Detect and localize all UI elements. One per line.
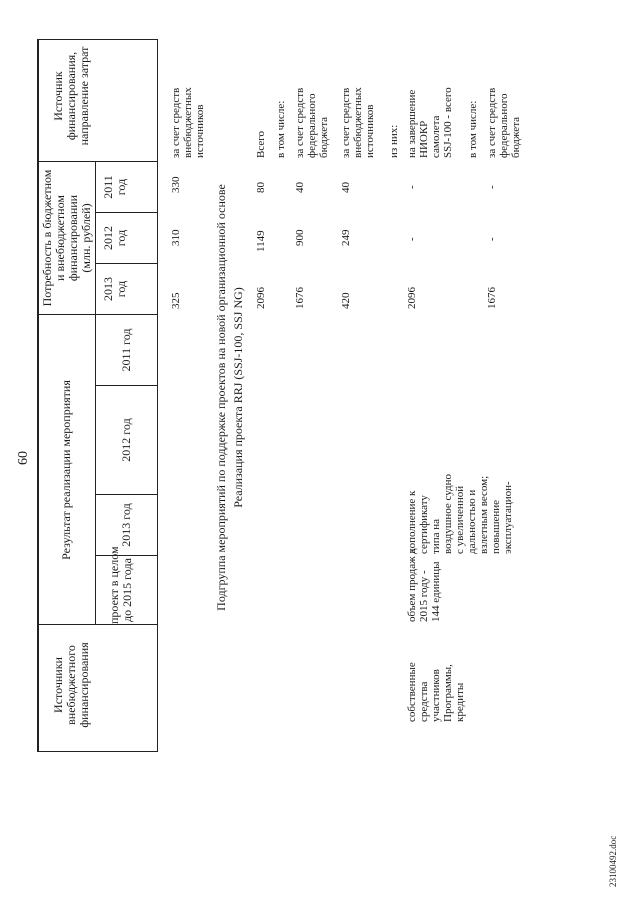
row-offbudget-2012: 310 xyxy=(170,229,182,246)
header-res-total: проект в целом до 2015 года xyxy=(107,546,134,624)
page-number: 60 xyxy=(16,451,31,465)
col-sep-need xyxy=(37,314,158,315)
row-fed2-label: за счет средств федерального бюджета xyxy=(486,87,522,158)
header-bottom-border xyxy=(157,40,158,752)
row-total-label: Всего xyxy=(255,131,267,158)
row-total-2011: 80 xyxy=(255,182,267,193)
row-niokr-2013: 2096 xyxy=(406,287,418,309)
row-fed-2011: 40 xyxy=(294,182,306,193)
col-sep-source xyxy=(37,161,158,162)
header-res-2011: 2011 год xyxy=(119,328,133,372)
row-ext-2012: 249 xyxy=(340,229,352,246)
header-year-2011: 2011 год xyxy=(101,175,128,199)
footer-code: 23100492.doc xyxy=(608,835,618,887)
header-year-2012: 2012 год xyxy=(101,226,128,250)
row-total-2012: 1149 xyxy=(255,230,267,252)
header-source-col: Источник финансирования, направление затрат xyxy=(51,46,91,146)
niokr-offbudget-source: собственные средства участников Программы, кредиты xyxy=(406,662,466,722)
header-results-group: Результат реализации мероприятия xyxy=(59,380,73,560)
row-total-2013: 2096 xyxy=(255,287,267,309)
row-ext-2011: 40 xyxy=(340,182,352,193)
row-offbudget-2011: 330 xyxy=(170,176,182,193)
subgroup-title: Подгруппа мероприятий по поддержке проектов на новой организационной основе xyxy=(214,184,228,611)
row-fed-2013: 1676 xyxy=(294,287,306,309)
row-ofthem-label: из них: xyxy=(388,124,400,158)
table-left-border xyxy=(37,751,158,752)
need-subheader-line xyxy=(95,162,96,315)
header-res-2012: 2012 год xyxy=(119,418,133,462)
row-niokr-2011: - xyxy=(406,185,418,189)
row-niokr-label: на завершение НИОКР самолета SSJ-100 - всего xyxy=(406,87,454,158)
header-need-group: Потребность в бюджетном и внебюджетном финансировании (млн. рублей) xyxy=(40,169,93,307)
row-fed2-2011: - xyxy=(486,185,498,189)
row-ext-2013: 420 xyxy=(340,292,352,309)
row-fed-label: за счет средств федерального бюджета xyxy=(294,87,330,158)
niokr-result-total: объем продаж к 2015 году - 144 единицы xyxy=(406,548,442,622)
project-title: Реализация проекта RRJ (SSJ-100, SSJ NG) xyxy=(231,287,245,508)
header-res-2013: 2013 год xyxy=(119,503,133,547)
row-fed2-2012: - xyxy=(486,237,498,241)
row-fed2-2013: 1676 xyxy=(486,287,498,309)
niokr-result-2013: дополнение к сертификату типа на воздушное судно с увеличенной дальностью и взлетным весом; повышение эксплуатацион- xyxy=(406,473,514,554)
header-year-2013: 2013 год xyxy=(101,277,128,301)
table-top-border xyxy=(37,40,39,752)
row-ext-label: за счет средств внебюджетных источников xyxy=(340,87,376,158)
row-incl2-label: в том числе: xyxy=(467,100,479,158)
row-incl-label: в том числе: xyxy=(275,100,287,158)
results-subheader-line xyxy=(95,315,96,625)
header-offbudget: Источники внебюджетного финансирования xyxy=(51,642,91,728)
row-niokr-2012: - xyxy=(406,237,418,241)
row-offbudget-2013: 325 xyxy=(170,292,182,309)
row-offbudget-label: за счет средств внебюджетных источников xyxy=(170,87,206,158)
row-fed-2012: 900 xyxy=(294,229,306,246)
